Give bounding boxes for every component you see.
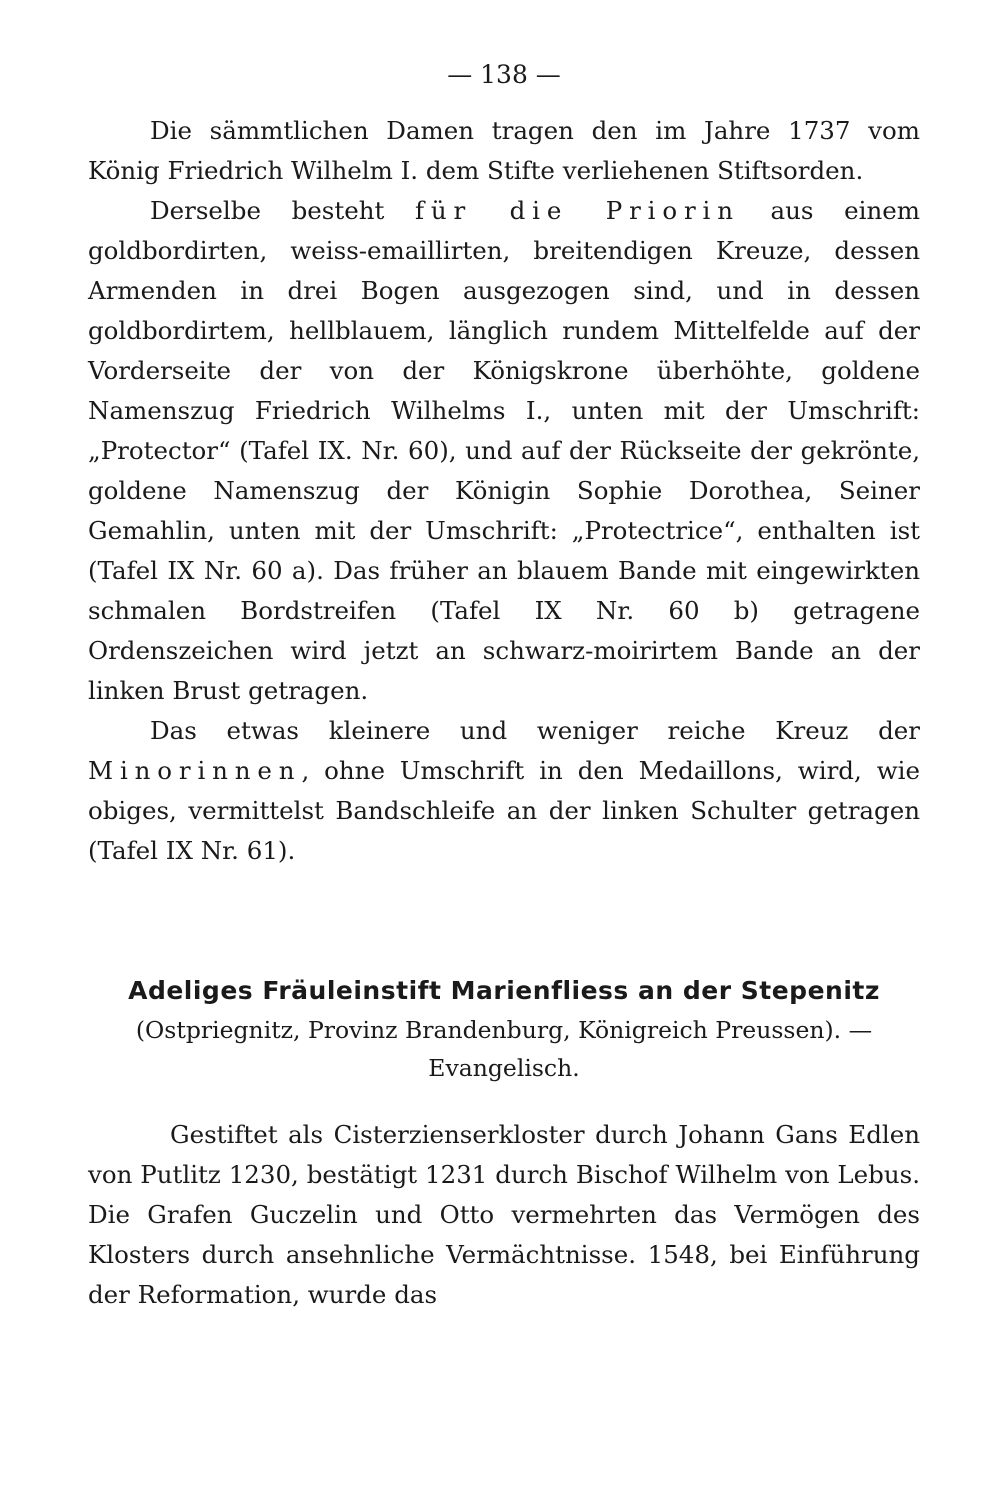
paragraph-priorin-rest: aus einem goldbordirten, weiss-emaillirten, breitendigen Kreuze, dessen Armenden in drei Bogen ausgezogen sind, und in dessen goldbordirtem, hellblauem, länglich rundem Mittelfelde auf der Vorderseite der von der Königskrone überhöhte, goldene Namenszug Friedrich Wilhelms I., unten mit der Umschrift: „Protector“ (Tafel IX. Nr. 60), und auf der Rückseite der gekrönte, goldene Namenszug der Königin Sophie Dorothea, Seiner Gemahlin, unten mit der Umschrift: „Protectrice“, enthalten ist (Tafel IX Nr. 60 a). Das früher an blauem Bande mit eingewirkten schmalen Bordstreifen (Tafel IX Nr. 60 b) getragene Ordenszeichen wird jetzt an schwarz-moirirtem Bande an der linken Brust getragen. [88,196,920,705]
section-subtitle: (Ostpriegnitz, Provinz Brandenburg, Königreich Preussen). — Evangelisch. [135,1016,873,1082]
paragraph-priorin-start: Derselbe besteht [150,196,415,225]
paragraph-minorinnen-start: Das etwas kleinere und weniger reiche Kreuz der [150,716,920,745]
paragraph-minorinnen [88,711,920,871]
paragraph-minorinnen-rest: , ohne Umschrift in den Medaillons, wird, wie obiges, vermittelst Bandschleife an der linken Schulter getragen (Tafel IX Nr. 61). [88,756,920,865]
emphasis-priorin: für die Priorin [414,196,740,225]
emphasis-minorinnen: Minorinnen [88,756,302,785]
document-page [88,60,920,1315]
paragraph-priorin [88,191,920,711]
section-body: Gestiftet als Cisterzienserkloster durch Johann Gans Edlen von Putlitz 1230, bestätigt 1231 durch Bischof Wilhelm von Lebus. Die Grafen Guczelin und Otto vermehrten das Vermögen des Klosters durch ansehnliche Vermächtnisse. 1548, bei Einführung der Reformation, wurde das [88,1120,920,1309]
section-title: Adeliges Fräuleinstift Marienfliess an der Stepenitz [128,976,880,1005]
page-number: — 138 — [447,60,561,89]
paragraph-stiftsorden: Die sämmtlichen Damen tragen den im Jahre 1737 vom König Friedrich Wilhelm I. dem Stifte verliehenen Stiftsorden. [88,116,920,185]
